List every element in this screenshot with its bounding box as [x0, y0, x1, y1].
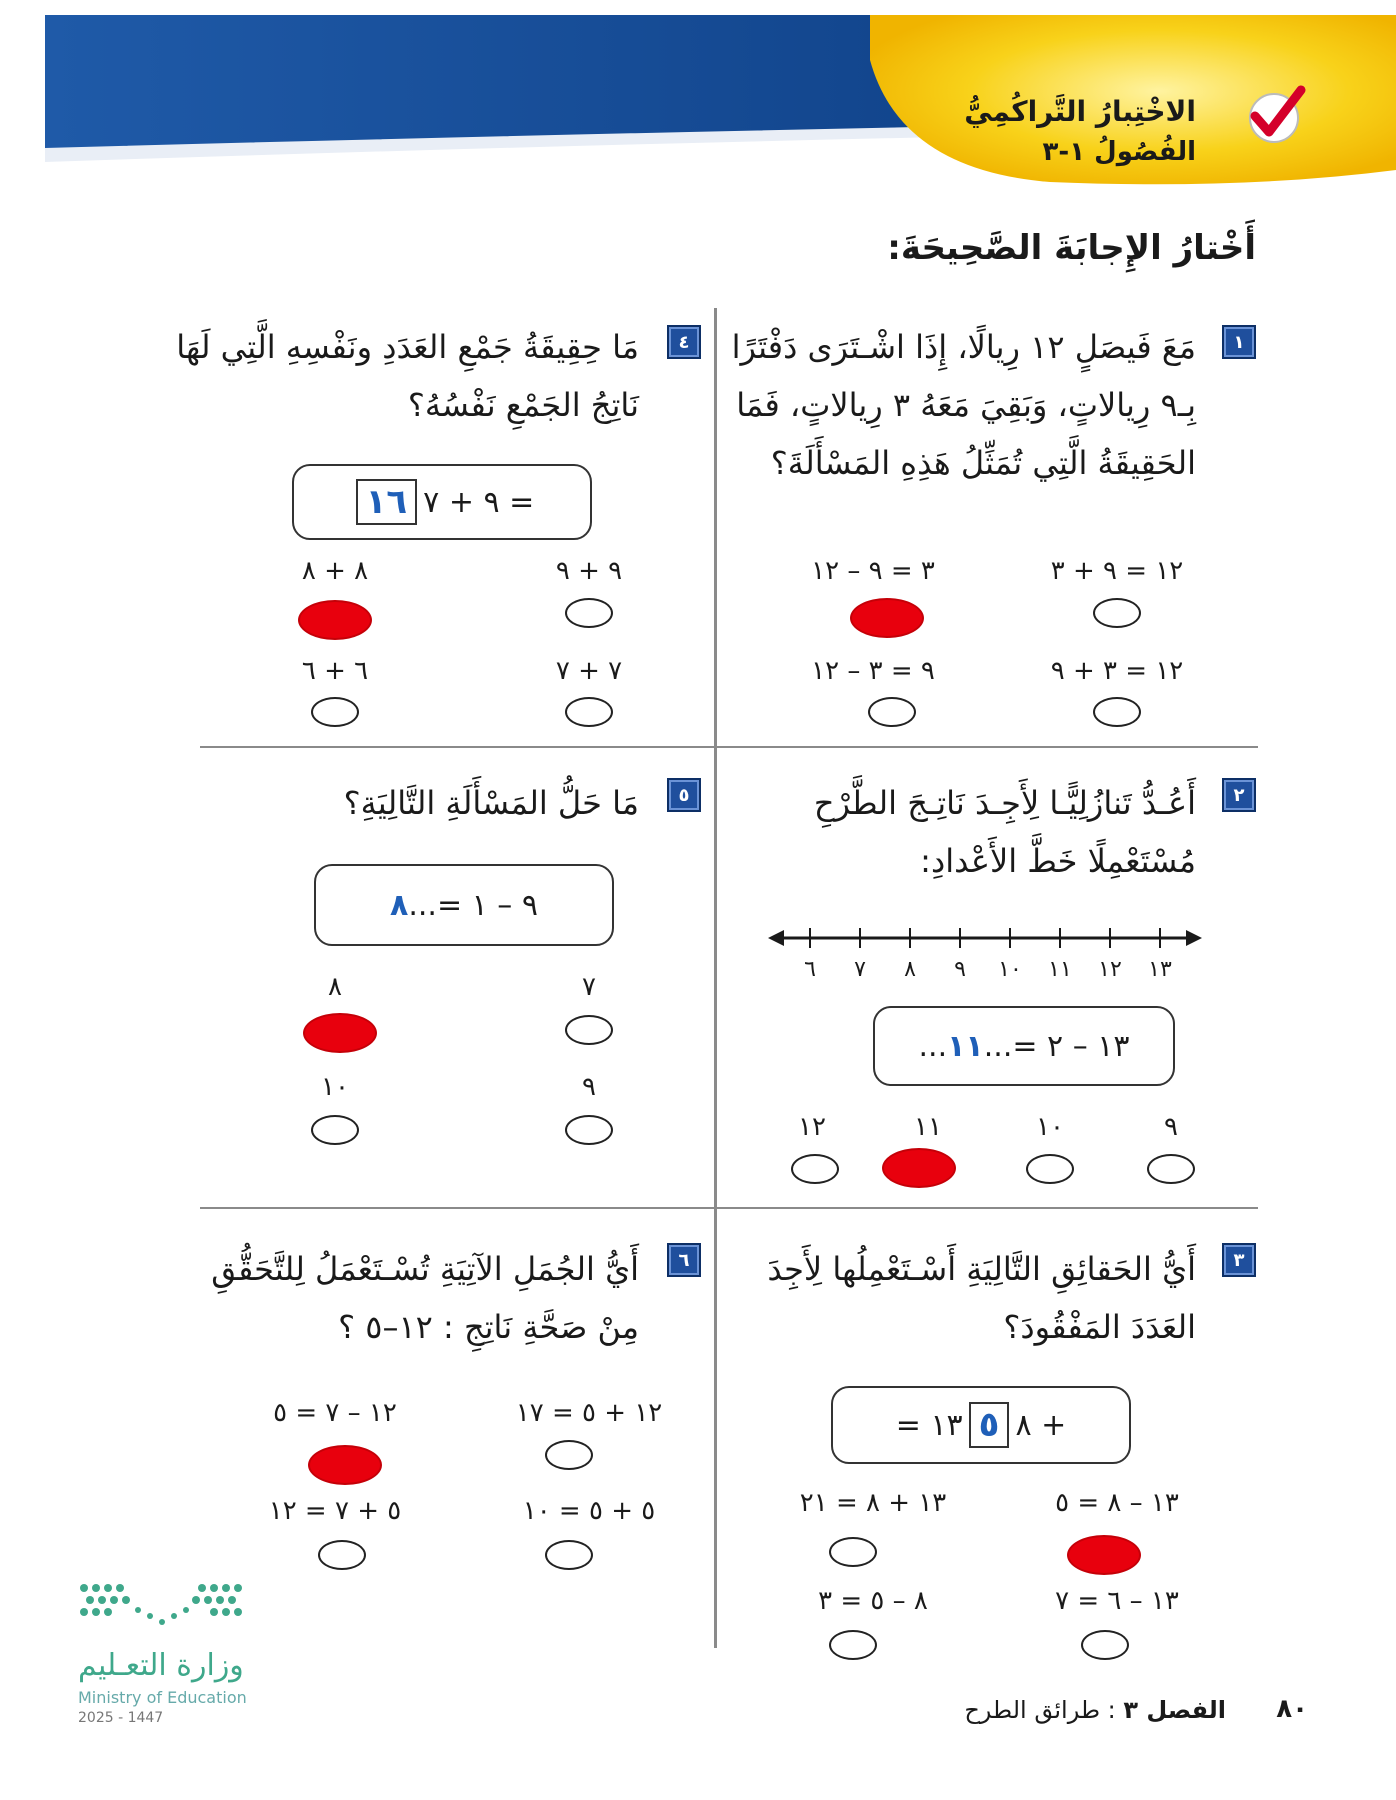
- answer-value: ٨: [390, 887, 409, 923]
- answer-bubble[interactable]: [829, 1630, 877, 1660]
- option-label: ١٢: [798, 1112, 826, 1142]
- question-number: ١: [1222, 325, 1256, 359]
- tick-label: ١١: [1048, 957, 1072, 982]
- answer-value: ٥: [969, 1402, 1010, 1448]
- option-label: ١٣ – ٦ = ٧: [1055, 1586, 1179, 1616]
- answer-bubble[interactable]: [565, 697, 613, 727]
- option-label: ٧ + ٧: [555, 656, 623, 686]
- question-text: [696, 774, 1196, 890]
- answer-bubble-selected[interactable]: [882, 1148, 956, 1188]
- question-number: ٤: [667, 325, 701, 359]
- option-label: ٩ = ٣ – ١٢: [811, 656, 935, 686]
- header-title-block: [964, 92, 1196, 172]
- equation-text: = ١٣: [895, 1407, 963, 1443]
- question-text: [129, 1240, 639, 1356]
- ministry-name-ar: وزارة التعـليم: [78, 1648, 244, 1683]
- checkmark-icon: [1241, 80, 1311, 150]
- column-divider: [714, 308, 717, 1648]
- option-label: ٥ + ٧ = ١٢: [268, 1496, 402, 1526]
- question-number: ٦: [667, 1243, 701, 1277]
- answer-bubble[interactable]: [1093, 697, 1141, 727]
- question-line: مَعَ فَيصَلٍ ١٢ رِيالًا، إِذَا اشْـتَرَى دَفْتَرًا: [731, 328, 1196, 366]
- answer-bubble[interactable]: [1026, 1154, 1074, 1184]
- answer-bubble[interactable]: [565, 1015, 613, 1045]
- equation-text: ٩ – ١ =: [436, 887, 538, 923]
- tick-label: ١٣: [1148, 957, 1172, 982]
- answer-bubble[interactable]: [829, 1537, 877, 1567]
- answer-bubble[interactable]: [565, 1115, 613, 1145]
- chapters-label: الفُصُولُ ١-٣: [1042, 137, 1196, 167]
- equation-text: ٨ +: [1015, 1407, 1067, 1443]
- tick-label: ١٠: [998, 957, 1022, 982]
- equation-text: ١٣ – ٢ =: [1012, 1028, 1130, 1064]
- page-number: ٨٠: [1276, 1694, 1308, 1724]
- option-label: ١٢ = ٩ + ٣: [1050, 556, 1184, 586]
- option-label: ٩: [1164, 1112, 1178, 1142]
- question-text: [139, 774, 639, 832]
- question-line: بِـ٩ رِيالاتٍ، وَبَقِيَ مَعَهُ ٣ رِيالاتٍ، فَمَا: [736, 386, 1196, 424]
- equation-box: [292, 464, 592, 540]
- answer-bubble[interactable]: [1081, 1630, 1129, 1660]
- chapter-title: : طرائق الطرح: [964, 1696, 1116, 1724]
- option-label: ١٣ + ٨ = ٢١: [799, 1488, 947, 1518]
- option-label: ٩: [582, 1072, 596, 1102]
- equation-box: [873, 1006, 1175, 1086]
- tick-label: ٩: [954, 957, 966, 982]
- tick-label: ١٢: [1098, 957, 1122, 982]
- tick-label: ٧: [854, 957, 866, 982]
- option-label: ٨ + ٨: [301, 556, 369, 586]
- answer-bubble[interactable]: [545, 1440, 593, 1470]
- question-line: مَا حِقِيقَةُ جَمْعِ العَدَدِ ونَفْسِهِ الَّتِي لَهَا: [176, 328, 639, 366]
- answer-bubble[interactable]: [311, 1115, 359, 1145]
- option-label: ١٢ = ٣ + ٩: [1050, 656, 1184, 686]
- option-label: ٥ + ٥ = ١٠: [522, 1496, 656, 1526]
- page-title: الاخْتِبارُ التَّراكُمِيُّ: [964, 95, 1196, 128]
- answer-bubble[interactable]: [318, 1540, 366, 1570]
- number-line: [768, 918, 1202, 958]
- question-line: الحَقِيقَةُ الَّتِي تُمَثِّلُ هَذِهِ المَسْأَلَةَ؟: [770, 444, 1196, 482]
- equation-dots: ...: [408, 887, 437, 923]
- question-line: أَيُّ الجُمَلِ الآتِيَةِ تُسْـتَعْمَلُ لِلتَّحَقُّقِ: [211, 1250, 639, 1288]
- answer-bubble[interactable]: [565, 598, 613, 628]
- question-line: نَاتِجُ الجَمْعِ نَفْسُهُ؟: [407, 386, 639, 424]
- equation-dots: ...: [983, 1028, 1013, 1064]
- question-line: مِنْ صَحَّةِ نَاتِجِ : ١٢–٥ ؟: [338, 1308, 639, 1346]
- row-divider: [200, 746, 1258, 748]
- question-line: أَيُّ الحَقائِقِ التَّالِيَةِ أَسْـتَعْمِلُها لِأَجِدَ: [767, 1250, 1196, 1288]
- ministry-logo-icon: [78, 1580, 248, 1640]
- question-number: ٢: [1222, 778, 1256, 812]
- option-label: ١١: [914, 1112, 942, 1142]
- option-label: ١٠: [321, 1072, 349, 1102]
- option-label: ٩ + ٩: [555, 556, 623, 586]
- answer-bubble[interactable]: [1147, 1154, 1195, 1184]
- ministry-name-en: Ministry of Education: [78, 1688, 247, 1707]
- option-label: ٨ – ٥ = ٣: [818, 1586, 928, 1616]
- answer-bubble-selected[interactable]: [1067, 1535, 1141, 1575]
- question-number: ٥: [667, 778, 701, 812]
- answer-bubble[interactable]: [1093, 598, 1141, 628]
- question-text: [139, 318, 639, 434]
- option-label: ٣ = ٩ – ١٢: [811, 556, 935, 586]
- answer-bubble-selected[interactable]: [298, 600, 372, 640]
- answer-value: ١٦: [356, 479, 418, 525]
- question-line: أَعُـدُّ تَنازُلِيًّـا لِأَجِـدَ نَاتِـجَ الطَّرْحِ: [813, 784, 1196, 822]
- option-label: ٧: [582, 972, 596, 1002]
- question-line: العَدَدَ المَفْقُودَ؟: [1003, 1308, 1196, 1346]
- question-line: مَا حَلُّ المَسْأَلَةِ التَّالِيَةِ؟: [343, 784, 639, 822]
- chapter-footer: [964, 1696, 1226, 1724]
- question-text: [696, 318, 1196, 492]
- answer-bubble[interactable]: [791, 1154, 839, 1184]
- option-label: ١٠: [1036, 1112, 1064, 1142]
- equation-box: [831, 1386, 1131, 1464]
- tick-label: ٦: [804, 957, 816, 982]
- answer-bubble-selected[interactable]: [308, 1445, 382, 1485]
- question-line: مُسْتَعْمِلًا خَطَّ الأَعْدادِ:: [920, 842, 1196, 880]
- answer-bubble[interactable]: [868, 697, 916, 727]
- answer-bubble[interactable]: [545, 1540, 593, 1570]
- answer-bubble-selected[interactable]: [303, 1013, 377, 1053]
- row-divider: [200, 1207, 1258, 1209]
- question-text: [696, 1240, 1196, 1356]
- option-label: ١٢ + ٥ = ١٧: [515, 1398, 663, 1428]
- answer-value: ١١: [947, 1028, 984, 1064]
- question-number: ٣: [1222, 1243, 1256, 1277]
- instruction-text: أَخْتارُ الإِجابَةَ الصَّحِيحَةَ:: [887, 228, 1256, 268]
- option-label: ١٣ – ٨ = ٥: [1055, 1488, 1179, 1518]
- option-label: ١٢ – ٧ = ٥: [273, 1398, 397, 1428]
- answer-bubble-selected[interactable]: [850, 598, 924, 638]
- tick-label: ٨: [904, 957, 916, 982]
- option-label: ٦ + ٦: [301, 656, 369, 686]
- equation-box: [314, 864, 614, 946]
- answer-bubble[interactable]: [311, 697, 359, 727]
- equation-dots: ...: [918, 1028, 948, 1064]
- ministry-year: 2025 - 1447: [78, 1710, 164, 1726]
- option-label: ٨: [328, 972, 342, 1002]
- chapter-label: الفصل ٣: [1123, 1696, 1226, 1724]
- equation-text: ٩ + ٧ =: [423, 484, 535, 520]
